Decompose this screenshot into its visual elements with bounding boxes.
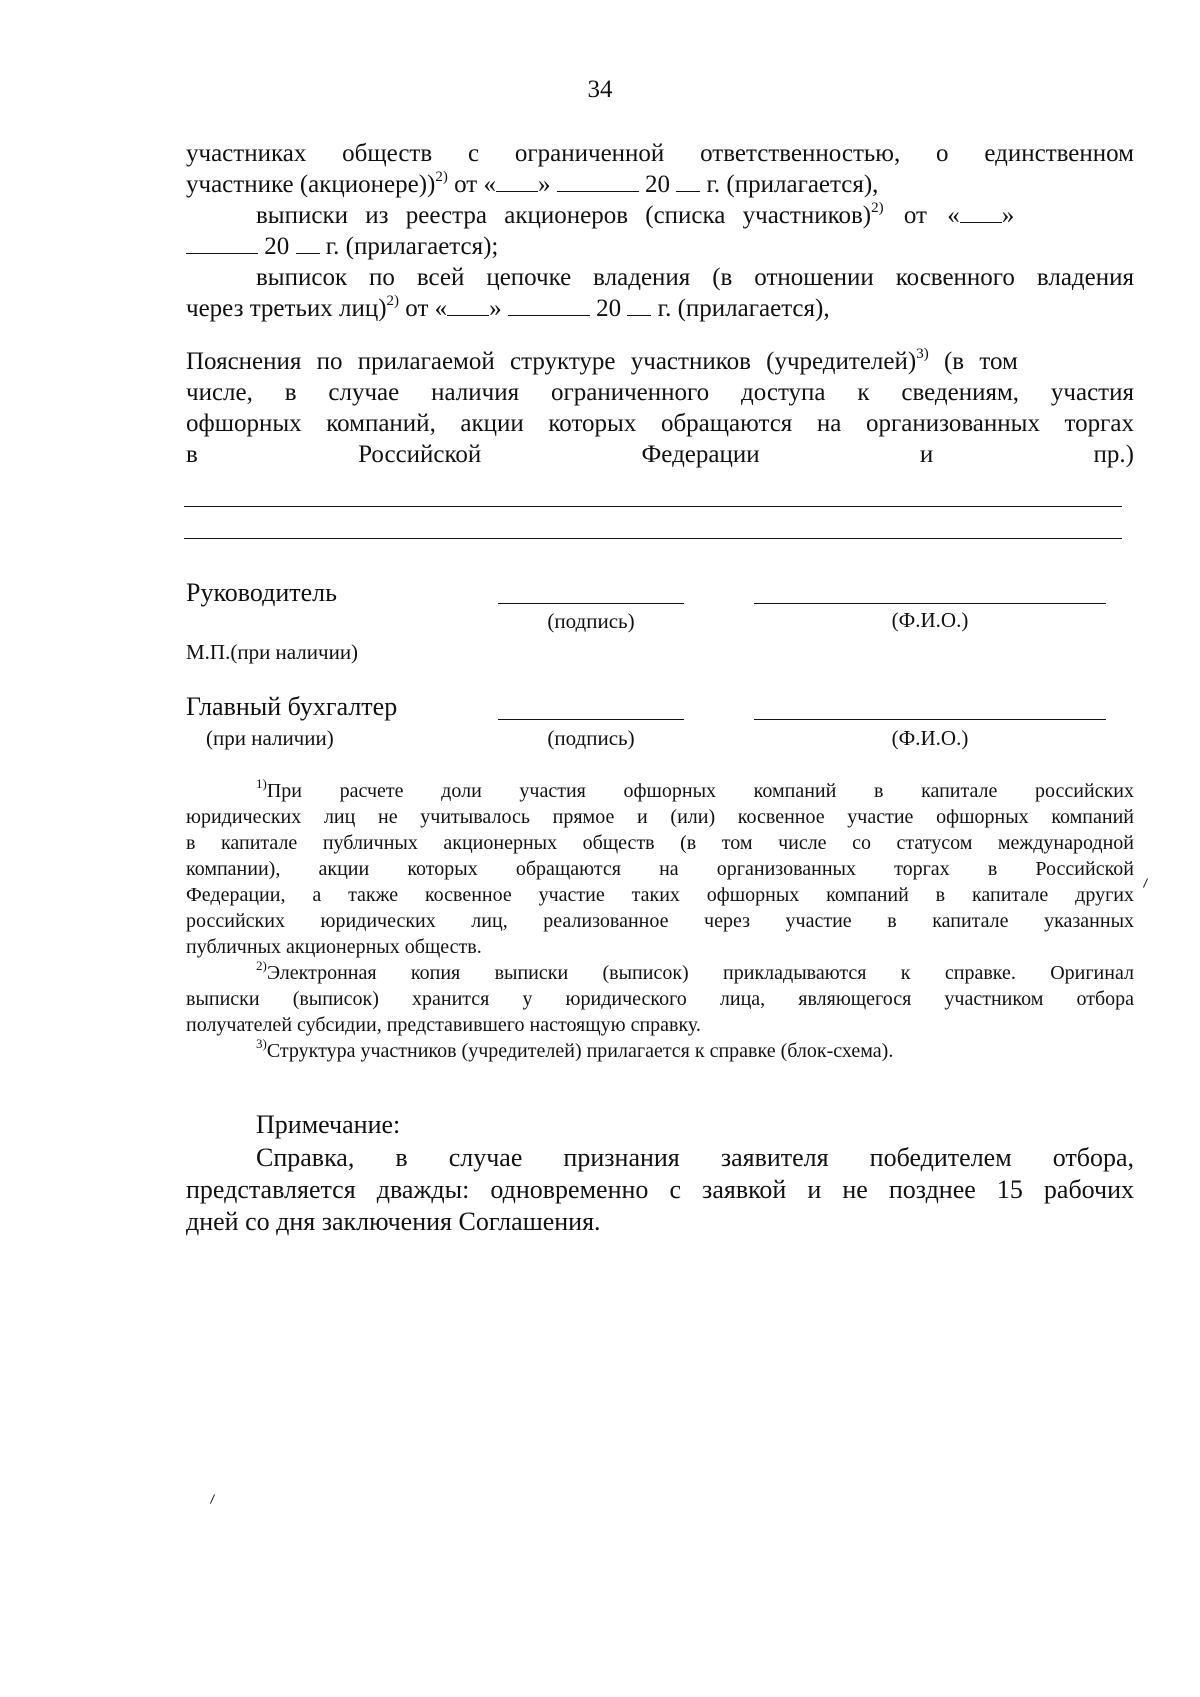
footnote-3-line-1: $^{3)}$Структура участников (учредителей) прилагается к справке (блок-схема). (256, 1036, 894, 1062)
day-blank (447, 295, 489, 316)
day-blank (496, 171, 538, 192)
footnote-2-line-3: получателей субсидии, представившего настоящую справку. (186, 1014, 701, 1036)
note-line-1: Справка, в случае признания заявителя победителем отбора, (256, 1143, 1134, 1172)
body-text (186, 138, 1134, 324)
chief-signature-line (498, 719, 684, 720)
footnote-3-mark: 3) (256, 1036, 267, 1052)
chief-name-line (754, 719, 1106, 720)
scan-mark (210, 1494, 215, 1503)
explanation-line-2: числе, в случае наличия ограниченного доступа к сведениям, участия (186, 379, 1134, 406)
footnote-1-mark: 1) (256, 776, 267, 792)
body-line-1: участниках обществ с ограниченной ответственностью, о единственном (186, 140, 1134, 167)
year-blank (296, 233, 320, 254)
footnote-2-line-2: выписки (выписок) хранится у юридического лица, являющегося участником отбора (186, 988, 1134, 1010)
note-line-3: дней со дня заключения Соглашения. (186, 1207, 601, 1236)
explanation-rule-1 (184, 506, 1122, 507)
footnote-1-line-1: $^{1)}$При расчете доли участия офшорных компаний в капитале российских (256, 776, 1134, 802)
note-line-2: представляется дважды: одновременно с заявкой и не позднее 15 рабочих (186, 1175, 1134, 1204)
chief-signature-caption: (подпись) (547, 726, 635, 750)
footnote-1-line-2: юридических лиц не учитывалось прямое и (или) косвенное участие офшорных компаний (186, 806, 1134, 828)
footnote-1-line-3: в капитале публичных акционерных обществ (в том числе со статусом международной (186, 832, 1134, 854)
body-line-2: участнике (акционере))$^{2)}$ от « » 20 г. (прилагается), (186, 168, 879, 198)
month-blank (508, 295, 590, 316)
footnote-1-line-6: российских юридических лиц, реализованное через участие в капитале указанных (186, 910, 1134, 932)
body-line-5: выписок по всей цепочке владения (в отношении косвенного владения (256, 264, 1134, 291)
page-number: 34 (587, 76, 613, 103)
year-blank (627, 295, 651, 316)
head-name-caption: (Ф.И.О.) (891, 608, 969, 632)
head-signature-line (498, 603, 684, 604)
day-blank (960, 202, 1002, 223)
head-label: Руководитель (186, 578, 337, 607)
year-blank (676, 171, 700, 192)
explanation-line-3: офшорных компаний, акции которых обращаются на организованных торгах (186, 410, 1134, 437)
explanation-rule-2 (184, 538, 1122, 539)
note-section (186, 1108, 1134, 1238)
chief-accountant-sublabel: (при наличии) (206, 726, 334, 750)
body-line-4: 20 г. (прилагается); (186, 231, 1134, 262)
month-blank (186, 233, 258, 254)
note-title: Примечание: (256, 1110, 401, 1139)
chief-name-caption: (Ф.И.О.) (891, 726, 969, 750)
head-signature-caption: (подпись) (547, 609, 635, 633)
chief-accountant-label: Главный бухгалтер (186, 692, 398, 721)
seal-label: М.П.(при наличии) (186, 640, 359, 664)
explanation-line-1: Пояснения по прилагаемой структуре участников (учредителей)$^{3)}$ (в том (186, 345, 1018, 375)
footnote-1-line-5: Федерации, а также косвенное участие таких офшорных компаний в капитале других (186, 884, 1134, 906)
footnotes (186, 778, 1134, 1064)
footnote-2-line-1: $^{2)}$Электронная копия выписки (выписок) прикладываются к справке. Оригинал (256, 958, 1134, 984)
body-line-3: выписки из реестра акционеров (списка участников)$^{2)}$ от « » (256, 199, 1015, 229)
head-name-line (754, 603, 1106, 604)
scan-mark (1143, 878, 1148, 887)
explanation-line-4: в Российской Федерации и пр.) (186, 441, 1134, 468)
body-line-6: через третьих лиц)$^{2)}$ от « » 20 г. (прилагается), (186, 292, 830, 322)
footnote-1-line-4: компании), акции которых обращаются на организованных торгах в Российской (186, 858, 1134, 880)
month-blank (557, 171, 639, 192)
footnote-2-mark: 2) (256, 958, 267, 974)
footnote-1-line-7: публичных акционерных обществ. (186, 936, 482, 958)
structure-explanation (186, 346, 1134, 470)
